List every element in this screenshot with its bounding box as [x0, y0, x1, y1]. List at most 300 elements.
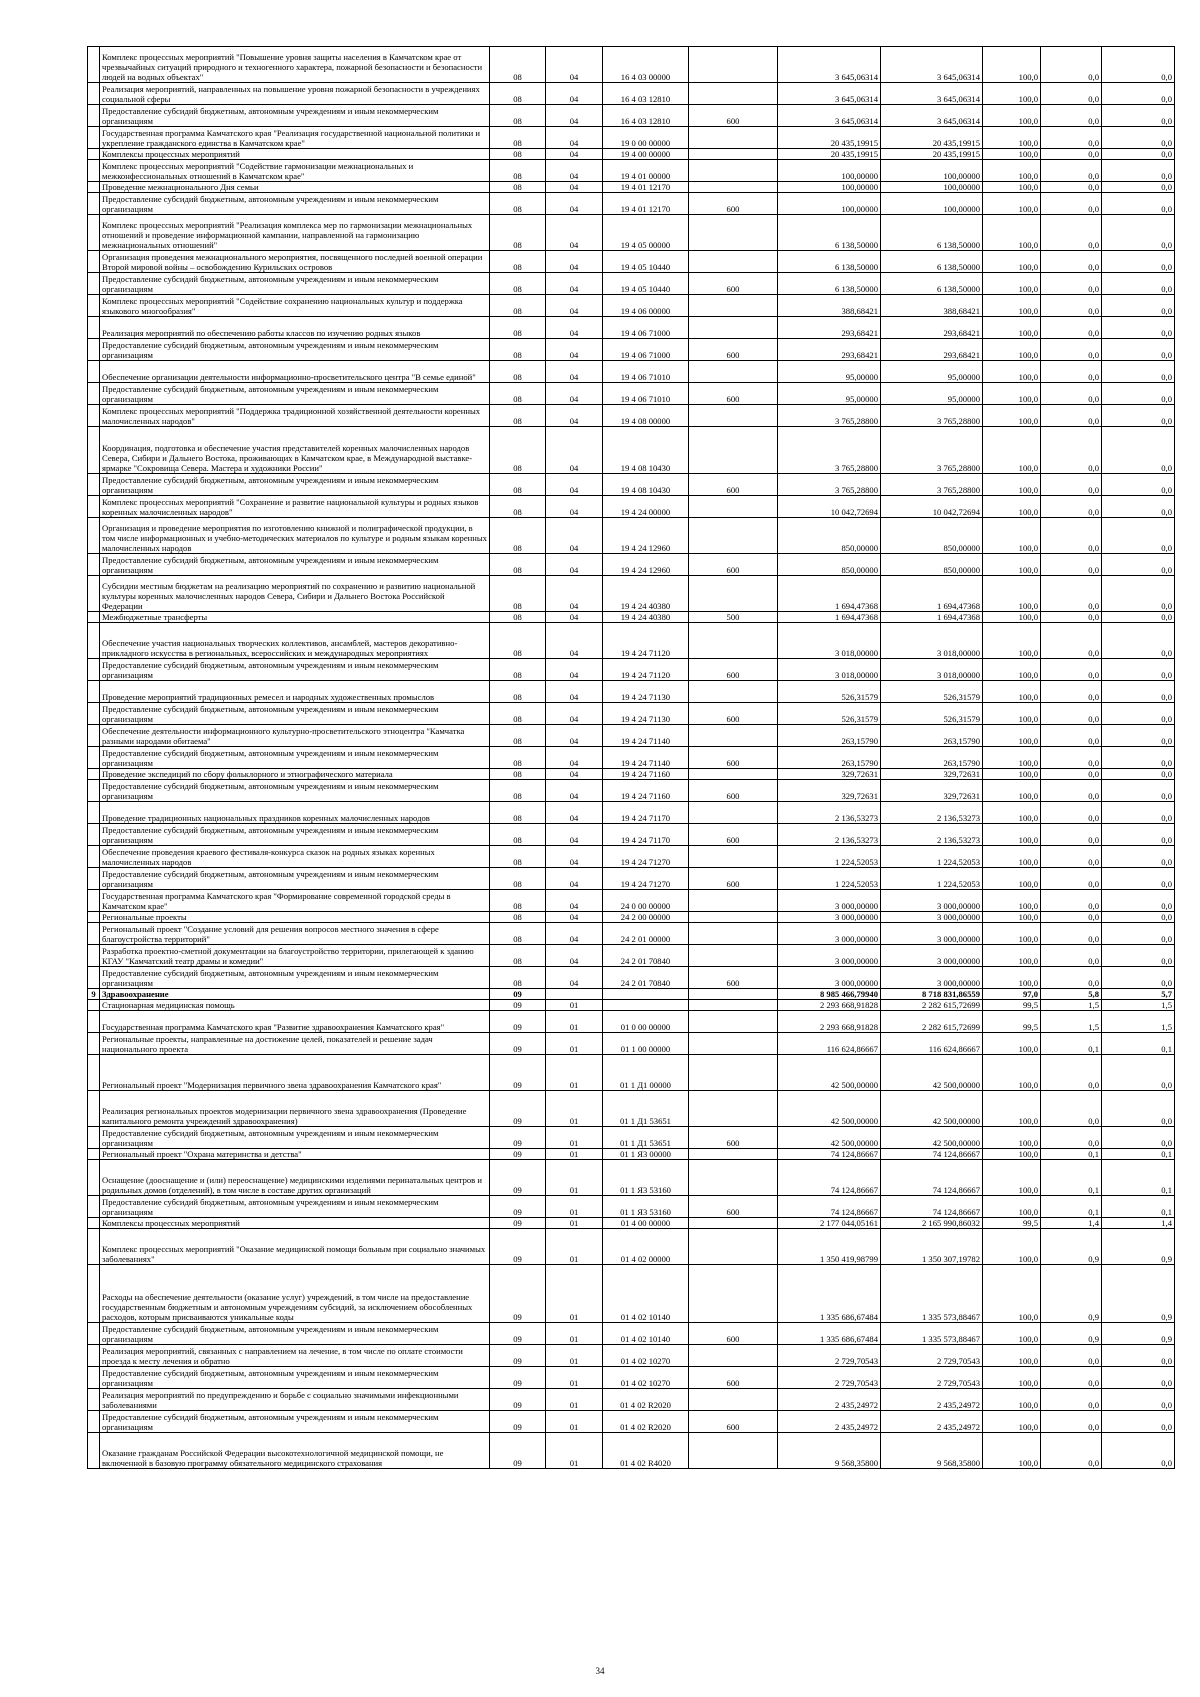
section-code: 09: [490, 1160, 546, 1196]
share-2: 0,0: [1102, 317, 1175, 339]
target-article: 19 4 24 71140: [603, 725, 689, 747]
subsection-code: 01: [546, 1196, 603, 1218]
target-article: 19 4 24 71270: [603, 846, 689, 868]
executed-amount: 42 500,00000: [881, 1055, 983, 1091]
section-code: 08: [490, 554, 546, 576]
expense-type: [689, 1091, 778, 1127]
expense-type: [689, 83, 778, 105]
table-row: [88, 361, 1175, 383]
target-article: 01 4 02 00000: [603, 1229, 689, 1265]
subsection-code: 04: [546, 427, 603, 474]
item-name: Расходы на обеспечение деятельности (оказание услуг) учреждений, в том числе на предоставление государственным бюджетным и автономным учреждениям субсидий, за исключением обособленных расходов, которым присваиваются уникальные коды: [100, 1265, 490, 1323]
item-name: Предоставление субсидий бюджетным, автономным учреждениям и иным некоммерческим организациям: [100, 383, 490, 405]
table-row: [88, 1055, 1175, 1091]
row-number: [88, 912, 100, 923]
table-row: [88, 160, 1175, 182]
execution-percent: 100,0: [983, 967, 1041, 989]
item-name: Оказание гражданам Российской Федерации высокотехнологичной медицинской помощи, не включенной в базовую программу обязательного медицинского страхования: [100, 1433, 490, 1469]
row-number: [88, 193, 100, 215]
share-2: 0,1: [1102, 1149, 1175, 1160]
row-number: [88, 295, 100, 317]
share-2: 0,1: [1102, 1196, 1175, 1218]
item-name: Предоставление субсидий бюджетным, автономным учреждениям и иным некоммерческим организациям: [100, 1411, 490, 1433]
item-name: Предоставление субсидий бюджетным, автономным учреждениям и иным некоммерческим организациям: [100, 273, 490, 295]
planned-amount: 10 042,72694: [778, 496, 881, 518]
share-2: 0,0: [1102, 612, 1175, 623]
target-article: 19 4 01 00000: [603, 160, 689, 182]
item-name: Предоставление субсидий бюджетным, автономным учреждениям и иным некоммерческим организациям: [100, 339, 490, 361]
expense-type: [689, 912, 778, 923]
execution-percent: 100,0: [983, 1323, 1041, 1345]
executed-amount: 1 224,52053: [881, 868, 983, 890]
table-row: [88, 576, 1175, 612]
row-number: [88, 1323, 100, 1345]
table-row: [88, 1160, 1175, 1196]
share-2: 0,0: [1102, 1389, 1175, 1411]
execution-percent: 100,0: [983, 1265, 1041, 1323]
row-number: [88, 361, 100, 383]
section-code: 08: [490, 846, 546, 868]
section-code: 08: [490, 945, 546, 967]
target-article: 01 1 Д1 53651: [603, 1127, 689, 1149]
item-name: Предоставление субсидий бюджетным, автономным учреждениям и иным некоммерческим организациям: [100, 474, 490, 496]
share-1: 0,0: [1041, 612, 1102, 623]
table-row: [88, 83, 1175, 105]
share-2: 0,0: [1102, 105, 1175, 127]
expense-type: 600: [689, 193, 778, 215]
execution-percent: 100,0: [983, 554, 1041, 576]
executed-amount: 95,00000: [881, 383, 983, 405]
share-1: 0,0: [1041, 868, 1102, 890]
table-row: [88, 1196, 1175, 1218]
subsection-code: 04: [546, 518, 603, 554]
subsection-code: 04: [546, 890, 603, 912]
executed-amount: 3 000,00000: [881, 923, 983, 945]
share-2: 0,0: [1102, 361, 1175, 383]
section-code: 08: [490, 725, 546, 747]
row-number: [88, 576, 100, 612]
execution-percent: 100,0: [983, 47, 1041, 83]
share-2: 0,0: [1102, 824, 1175, 846]
table-row: [88, 1000, 1175, 1011]
executed-amount: 388,68421: [881, 295, 983, 317]
executed-amount: 1 350 307,19782: [881, 1229, 983, 1265]
subsection-code: 01: [546, 1000, 603, 1011]
subsection-code: 04: [546, 923, 603, 945]
executed-amount: 2 435,24972: [881, 1411, 983, 1433]
share-1: 0,1: [1041, 1149, 1102, 1160]
execution-percent: 100,0: [983, 1411, 1041, 1433]
share-1: 0,0: [1041, 427, 1102, 474]
planned-amount: 3 645,06314: [778, 83, 881, 105]
execution-percent: 100,0: [983, 576, 1041, 612]
executed-amount: 526,31579: [881, 681, 983, 703]
executed-amount: 3 645,06314: [881, 47, 983, 83]
section-code: 09: [490, 1389, 546, 1411]
section-code: 08: [490, 824, 546, 846]
subsection-code: 04: [546, 824, 603, 846]
planned-amount: 2 435,24972: [778, 1411, 881, 1433]
executed-amount: 293,68421: [881, 339, 983, 361]
expense-type: [689, 215, 778, 251]
section-code: 08: [490, 149, 546, 160]
share-1: 0,0: [1041, 554, 1102, 576]
planned-amount: 3 645,06314: [778, 47, 881, 83]
target-article: 19 4 24 12960: [603, 518, 689, 554]
share-2: 0,0: [1102, 1367, 1175, 1389]
section-code: 08: [490, 127, 546, 149]
expense-type: [689, 623, 778, 659]
planned-amount: 20 435,19915: [778, 149, 881, 160]
row-number: [88, 215, 100, 251]
section-code: 08: [490, 518, 546, 554]
executed-amount: 10 042,72694: [881, 496, 983, 518]
expense-type: [689, 923, 778, 945]
execution-percent: 100,0: [983, 1389, 1041, 1411]
executed-amount: 1 335 573,88467: [881, 1323, 983, 1345]
table-row: [88, 339, 1175, 361]
executed-amount: 2 282 615,72699: [881, 1011, 983, 1033]
expense-type: [689, 182, 778, 193]
table-body: [88, 47, 1175, 1469]
item-name: Предоставление субсидий бюджетным, автономным учреждениям и иным некоммерческим организациям: [100, 193, 490, 215]
execution-percent: 100,0: [983, 295, 1041, 317]
subsection-code: 04: [546, 868, 603, 890]
share-1: 0,9: [1041, 1323, 1102, 1345]
executed-amount: 74 124,86667: [881, 1160, 983, 1196]
planned-amount: 95,00000: [778, 383, 881, 405]
expense-type: [689, 251, 778, 273]
subsection-code: 01: [546, 1389, 603, 1411]
share-1: 0,0: [1041, 361, 1102, 383]
execution-percent: 100,0: [983, 105, 1041, 127]
subsection-code: 04: [546, 725, 603, 747]
item-name: Государственная программа Камчатского края "Реализация государственной национальной политики и укрепление гражданского единства в Камчатском крае": [100, 127, 490, 149]
expense-type: 600: [689, 383, 778, 405]
expense-type: [689, 802, 778, 824]
share-1: 0,0: [1041, 339, 1102, 361]
planned-amount: 9 568,35800: [778, 1433, 881, 1469]
share-2: 0,0: [1102, 912, 1175, 923]
section-code: 08: [490, 251, 546, 273]
share-2: 0,0: [1102, 725, 1175, 747]
share-2: 0,9: [1102, 1265, 1175, 1323]
share-1: 0,0: [1041, 105, 1102, 127]
target-article: 19 4 24 71170: [603, 802, 689, 824]
row-number: [88, 1196, 100, 1218]
target-article: 19 4 24 71120: [603, 659, 689, 681]
row-number: [88, 160, 100, 182]
share-2: 0,0: [1102, 182, 1175, 193]
section-code: 08: [490, 967, 546, 989]
table-row: [88, 127, 1175, 149]
share-1: 0,0: [1041, 576, 1102, 612]
planned-amount: 2 177 044,05161: [778, 1218, 881, 1229]
executed-amount: 2 165 990,86032: [881, 1218, 983, 1229]
expense-type: [689, 518, 778, 554]
item-name: Реализация мероприятий по обеспечению работы классов по изучению родных языков: [100, 317, 490, 339]
subsection-code: 01: [546, 1433, 603, 1469]
expense-type: [689, 1149, 778, 1160]
subsection-code: 04: [546, 105, 603, 127]
section-code: 09: [490, 1411, 546, 1433]
row-number: [88, 890, 100, 912]
table-row: [88, 518, 1175, 554]
executed-amount: 329,72631: [881, 780, 983, 802]
share-1: 0,0: [1041, 405, 1102, 427]
share-2: 0,0: [1102, 1091, 1175, 1127]
section-code: 09: [490, 1011, 546, 1033]
executed-amount: 6 138,50000: [881, 273, 983, 295]
subsection-code: 04: [546, 405, 603, 427]
executed-amount: 6 138,50000: [881, 251, 983, 273]
execution-percent: 100,0: [983, 868, 1041, 890]
planned-amount: 263,15790: [778, 725, 881, 747]
execution-percent: 100,0: [983, 725, 1041, 747]
section-code: 08: [490, 47, 546, 83]
section-code: 08: [490, 474, 546, 496]
subsection-code: 04: [546, 474, 603, 496]
planned-amount: 850,00000: [778, 554, 881, 576]
subsection-code: [546, 989, 603, 1000]
row-number: [88, 703, 100, 725]
target-article: 19 4 24 71120: [603, 623, 689, 659]
item-name: Предоставление субсидий бюджетным, автономным учреждениям и иным некоммерческим организациям: [100, 105, 490, 127]
execution-percent: 100,0: [983, 182, 1041, 193]
row-number: [88, 317, 100, 339]
share-1: 0,0: [1041, 681, 1102, 703]
expense-type: [689, 576, 778, 612]
target-article: 24 2 01 70840: [603, 967, 689, 989]
target-article: 19 4 06 71010: [603, 383, 689, 405]
share-2: 0,0: [1102, 1433, 1175, 1469]
share-2: 0,0: [1102, 47, 1175, 83]
expense-type: 600: [689, 824, 778, 846]
planned-amount: 329,72631: [778, 780, 881, 802]
share-1: 0,0: [1041, 1433, 1102, 1469]
subsection-code: 04: [546, 215, 603, 251]
section-code: 09: [490, 1127, 546, 1149]
section-code: 08: [490, 681, 546, 703]
table-row: [88, 659, 1175, 681]
share-2: 0,0: [1102, 769, 1175, 780]
share-1: 0,0: [1041, 824, 1102, 846]
row-number: [88, 967, 100, 989]
table-row: [88, 1389, 1175, 1411]
subsection-code: 04: [546, 496, 603, 518]
execution-percent: 100,0: [983, 890, 1041, 912]
row-number: [88, 1433, 100, 1469]
item-name: Комплексы процессных мероприятий: [100, 1218, 490, 1229]
share-2: 0,0: [1102, 703, 1175, 725]
planned-amount: 8 985 466,79940: [778, 989, 881, 1000]
execution-percent: 100,0: [983, 1196, 1041, 1218]
expense-type: [689, 1000, 778, 1011]
page-number: 34: [595, 1666, 605, 1676]
share-2: 0,0: [1102, 295, 1175, 317]
row-number: [88, 623, 100, 659]
execution-percent: 99,5: [983, 1011, 1041, 1033]
section-code: 09: [490, 1265, 546, 1323]
section-code: 08: [490, 703, 546, 725]
section-code: 09: [490, 1345, 546, 1367]
executed-amount: 6 138,50000: [881, 215, 983, 251]
execution-percent: 100,0: [983, 273, 1041, 295]
share-1: 0,0: [1041, 193, 1102, 215]
row-number: [88, 474, 100, 496]
executed-amount: 850,00000: [881, 554, 983, 576]
execution-percent: 100,0: [983, 1091, 1041, 1127]
expense-type: [689, 989, 778, 1000]
share-2: 0,0: [1102, 474, 1175, 496]
section-code: 08: [490, 295, 546, 317]
planned-amount: 100,00000: [778, 160, 881, 182]
expense-type: 600: [689, 554, 778, 576]
share-1: 0,0: [1041, 769, 1102, 780]
table-row: [88, 149, 1175, 160]
subsection-code: 01: [546, 1091, 603, 1127]
item-name: Обеспечение деятельности информационного культурно-просветительского этноцентра "Камчатка разными народами обитаема": [100, 725, 490, 747]
section-code: 08: [490, 868, 546, 890]
target-article: 01 4 02 R4020: [603, 1433, 689, 1469]
target-article: 01 4 02 10270: [603, 1367, 689, 1389]
row-number: [88, 1218, 100, 1229]
table-row: [88, 1218, 1175, 1229]
share-1: 0,0: [1041, 215, 1102, 251]
target-article: 19 4 24 71270: [603, 868, 689, 890]
planned-amount: 329,72631: [778, 769, 881, 780]
share-1: 0,0: [1041, 47, 1102, 83]
expense-type: 600: [689, 273, 778, 295]
target-article: 19 4 24 71160: [603, 780, 689, 802]
executed-amount: 100,00000: [881, 182, 983, 193]
subsection-code: 01: [546, 1149, 603, 1160]
share-1: 0,0: [1041, 967, 1102, 989]
share-1: 0,0: [1041, 149, 1102, 160]
executed-amount: 3 765,28800: [881, 405, 983, 427]
subsection-code: 01: [546, 1033, 603, 1055]
expense-type: 600: [689, 780, 778, 802]
planned-amount: 293,68421: [778, 317, 881, 339]
section-code: 09: [490, 1323, 546, 1345]
section-code: 08: [490, 780, 546, 802]
executed-amount: 1 224,52053: [881, 846, 983, 868]
share-1: 1,5: [1041, 1011, 1102, 1033]
section-code: 09: [490, 1149, 546, 1160]
row-number: [88, 1345, 100, 1367]
share-1: 0,0: [1041, 496, 1102, 518]
execution-percent: 100,0: [983, 427, 1041, 474]
planned-amount: 3 765,28800: [778, 405, 881, 427]
section-code: 08: [490, 769, 546, 780]
share-2: 0,0: [1102, 518, 1175, 554]
section-code: 09: [490, 1196, 546, 1218]
planned-amount: 3 018,00000: [778, 623, 881, 659]
planned-amount: 2 293 668,91828: [778, 1000, 881, 1011]
share-1: 0,0: [1041, 317, 1102, 339]
subsection-code: 01: [546, 1229, 603, 1265]
row-number: [88, 339, 100, 361]
execution-percent: 100,0: [983, 149, 1041, 160]
table-row: [88, 868, 1175, 890]
expense-type: [689, 47, 778, 83]
share-1: 0,0: [1041, 802, 1102, 824]
share-2: 0,1: [1102, 1160, 1175, 1196]
planned-amount: 850,00000: [778, 518, 881, 554]
target-article: 19 4 24 40380: [603, 576, 689, 612]
share-1: 0,0: [1041, 912, 1102, 923]
table-row: [88, 47, 1175, 83]
expense-type: [689, 160, 778, 182]
planned-amount: 95,00000: [778, 361, 881, 383]
share-2: 0,0: [1102, 554, 1175, 576]
section-code: 09: [490, 1433, 546, 1469]
share-1: 0,9: [1041, 1229, 1102, 1265]
expense-type: [689, 149, 778, 160]
row-number: [88, 945, 100, 967]
table-row: [88, 1345, 1175, 1367]
execution-percent: 100,0: [983, 923, 1041, 945]
expense-type: [689, 769, 778, 780]
table-row: [88, 405, 1175, 427]
share-2: 0,0: [1102, 681, 1175, 703]
row-number: [88, 1411, 100, 1433]
section-code: 08: [490, 317, 546, 339]
item-name: Организация и проведение мероприятия по изготовлению книжной и полиграфической продукции, в том числе информационных и учебно-методических материалов по культуре и родным языкам коренных малочисленных народов: [100, 518, 490, 554]
planned-amount: 3 000,00000: [778, 923, 881, 945]
share-2: 0,1: [1102, 1033, 1175, 1055]
subsection-code: 01: [546, 1011, 603, 1033]
target-article: 19 4 06 71000: [603, 317, 689, 339]
row-number: [88, 47, 100, 83]
subsection-code: 04: [546, 612, 603, 623]
section-code: 08: [490, 182, 546, 193]
row-number: [88, 554, 100, 576]
row-number: [88, 780, 100, 802]
executed-amount: 20 435,19915: [881, 127, 983, 149]
target-article: 19 4 01 12170: [603, 182, 689, 193]
expense-type: [689, 317, 778, 339]
share-1: 1,5: [1041, 1000, 1102, 1011]
executed-amount: 3 018,00000: [881, 623, 983, 659]
share-1: 0,0: [1041, 659, 1102, 681]
share-1: 0,1: [1041, 1033, 1102, 1055]
row-number: [88, 496, 100, 518]
target-article: 19 0 00 00000: [603, 127, 689, 149]
planned-amount: 2 729,70543: [778, 1345, 881, 1367]
item-name: Предоставление субсидий бюджетным, автономным учреждениям и иным некоммерческим организациям: [100, 868, 490, 890]
share-2: 0,0: [1102, 383, 1175, 405]
table-row: [88, 1323, 1175, 1345]
item-name: Здравоохранение: [100, 989, 490, 1000]
table-row: [88, 1265, 1175, 1323]
section-code: 09: [490, 1367, 546, 1389]
subsection-code: 04: [546, 251, 603, 273]
item-name: Комплекс процессных мероприятий "Реализация комплекса мер по гармонизации межнациональных отношений и проведение информационной кампании, направленной на гармонизацию межнациональных отношений": [100, 215, 490, 251]
planned-amount: 526,31579: [778, 703, 881, 725]
row-number: [88, 405, 100, 427]
item-name: Региональный проект "Модернизация первичного звена здравоохранения Камчатского края": [100, 1055, 490, 1091]
target-article: [603, 1000, 689, 1011]
expense-type: [689, 427, 778, 474]
expense-type: [689, 681, 778, 703]
section-code: 08: [490, 339, 546, 361]
table-row: [88, 989, 1175, 1000]
planned-amount: 100,00000: [778, 182, 881, 193]
executed-amount: 116 624,86667: [881, 1033, 983, 1055]
planned-amount: 1 224,52053: [778, 868, 881, 890]
section-code: 08: [490, 496, 546, 518]
